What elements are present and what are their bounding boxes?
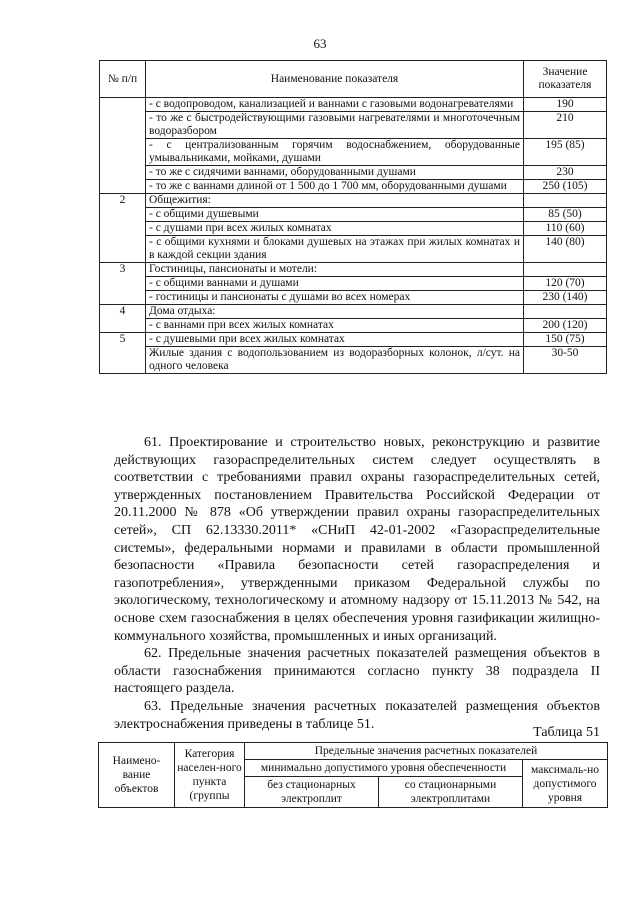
row-value: 85 (50) — [524, 208, 607, 222]
header-with-stoves: со стационарными электроплитами — [379, 777, 523, 808]
table-header-row — [100, 61, 607, 98]
paragraph-62: 62. Предельные значения расчетных показателей размещения объектов в области газоснабжения принимаются согласно пункту 38 подраздела II настоящего раздела. — [114, 646, 600, 697]
row-name: - с общими кухнями и блоками душевых на этажах при жилых комнатах и в каждой секции здания — [146, 236, 524, 263]
row-name: - с централизованным горячим водоснабжением, оборудованные умывальниками, мойками, душами — [146, 139, 524, 166]
row-value: 200 (120) — [524, 319, 607, 333]
table-header-row — [99, 743, 608, 760]
table-row — [100, 333, 607, 347]
row-name: Жилые здания с водопользованием из водоразборных колонок, л/сут. на одного человека — [146, 347, 524, 374]
row-value: 110 (60) — [524, 222, 607, 236]
header-limit-values: Предельные значения расчетных показателей — [245, 743, 608, 760]
body-text — [114, 434, 600, 733]
table-row — [100, 98, 607, 112]
row-value: 120 (70) — [524, 277, 607, 291]
row-name: Общежития: — [146, 194, 524, 208]
header-object-name: Наимено-вание объектов — [99, 743, 175, 808]
row-value: 140 (80) — [524, 236, 607, 263]
table-row — [100, 236, 607, 263]
header-max-level: максималь-но допустимого уровня — [523, 760, 608, 808]
row-name: - с общими ваннами и душами — [146, 277, 524, 291]
header-min-level: минимально допустимого уровня обеспеченности — [245, 760, 523, 777]
table-row — [100, 347, 607, 374]
row-value — [524, 263, 607, 277]
row-number — [100, 291, 146, 305]
electricity-limits-table — [98, 742, 608, 808]
row-number — [100, 222, 146, 236]
table-row — [100, 277, 607, 291]
table-row — [100, 112, 607, 139]
table-caption: Таблица 51 — [533, 725, 600, 740]
row-value: 230 (140) — [524, 291, 607, 305]
row-name: - с водопроводом, канализацией и ваннами с газовыми водонагревателями — [146, 98, 524, 112]
row-name: - гостиницы и пансионаты с душами во всех номерах — [146, 291, 524, 305]
row-number: 2 — [100, 194, 146, 208]
row-name: - то же с сидячими ваннами, оборудованными душами — [146, 166, 524, 180]
table-row — [100, 208, 607, 222]
table-row — [100, 263, 607, 277]
row-number: 3 — [100, 263, 146, 277]
table-row — [100, 319, 607, 333]
table-row — [100, 166, 607, 180]
row-value — [524, 305, 607, 319]
table-row — [100, 180, 607, 194]
row-value: 190 — [524, 98, 607, 112]
water-consumption-table — [99, 60, 607, 374]
row-name: - с ваннами при всех жилых комнатах — [146, 319, 524, 333]
row-number — [100, 166, 146, 180]
row-value: 250 (105) — [524, 180, 607, 194]
table-row — [100, 305, 607, 319]
row-number — [100, 277, 146, 291]
page-number: 63 — [313, 36, 327, 51]
row-name: - то же с быстродействующими газовыми нагревателями и многоточечным водоразбором — [146, 112, 524, 139]
row-number — [100, 180, 146, 194]
row-name: Гостиницы, пансионаты и мотели: — [146, 263, 524, 277]
row-number — [100, 319, 146, 333]
row-name: - с душевыми при всех жилых комнатах — [146, 333, 524, 347]
row-value: 30-50 — [524, 347, 607, 374]
row-value: 210 — [524, 112, 607, 139]
row-value: 230 — [524, 166, 607, 180]
row-number: 5 — [100, 333, 146, 347]
row-name: - с общими душевыми — [146, 208, 524, 222]
header-value: Значение показателя — [524, 61, 607, 98]
header-name: Наименование показателя — [146, 61, 524, 98]
row-name: - то же с ваннами длиной от 1 500 до 1 700 мм, оборудованными душами — [146, 180, 524, 194]
row-number — [100, 236, 146, 263]
row-name: - с душами при всех жилых комнатах — [146, 222, 524, 236]
paragraph-63: 63. Предельные значения расчетных показателей размещения объектов электроснабжения приведены в таблице 51. — [114, 698, 600, 732]
table-row — [100, 291, 607, 305]
table-row — [100, 194, 607, 208]
row-name: Дома отдыха: — [146, 305, 524, 319]
header-without-stoves: без стационарных электроплит — [245, 777, 379, 808]
row-number — [100, 112, 146, 139]
row-number: 4 — [100, 305, 146, 319]
row-number — [100, 347, 146, 374]
table-body — [100, 98, 607, 374]
header-num: № п/п — [100, 61, 146, 98]
table-row — [100, 222, 607, 236]
row-value: 195 (85) — [524, 139, 607, 166]
row-number — [100, 208, 146, 222]
row-value — [524, 194, 607, 208]
paragraph-61: 61. Проектирование и строительство новых, реконструкцию и развитие действующих газораспределительных систем следует осуществлять в соответствии с требованиями правил охраны газораспределительных сетей, утвержденных постановлением Правительства Российской Федерации от 20.11.2000 № 878 «Об утверждении правил охраны газораспределительных сетей», СП 62.13330.2011* «СНиП 42-01-2002 «Газораспределительные системы», федеральными нормами и правилами в области промышленной безопасности «Правила безопасности сетей газораспределения и газопотребления», утвержденными приказом Федеральной службы по экологическому, технологическому и атомному надзору от 15.11.2013 № 542, на основе схем газоснабжения в целях обеспечения уровня газификации жилищно-коммунального хозяйства, промышленных и иных организаций. — [114, 435, 600, 644]
row-number — [100, 139, 146, 166]
row-number — [100, 98, 146, 112]
header-settlement-category: Категория населен-ного пункта (группы — [175, 743, 245, 808]
row-value: 150 (75) — [524, 333, 607, 347]
table-row — [100, 139, 607, 166]
